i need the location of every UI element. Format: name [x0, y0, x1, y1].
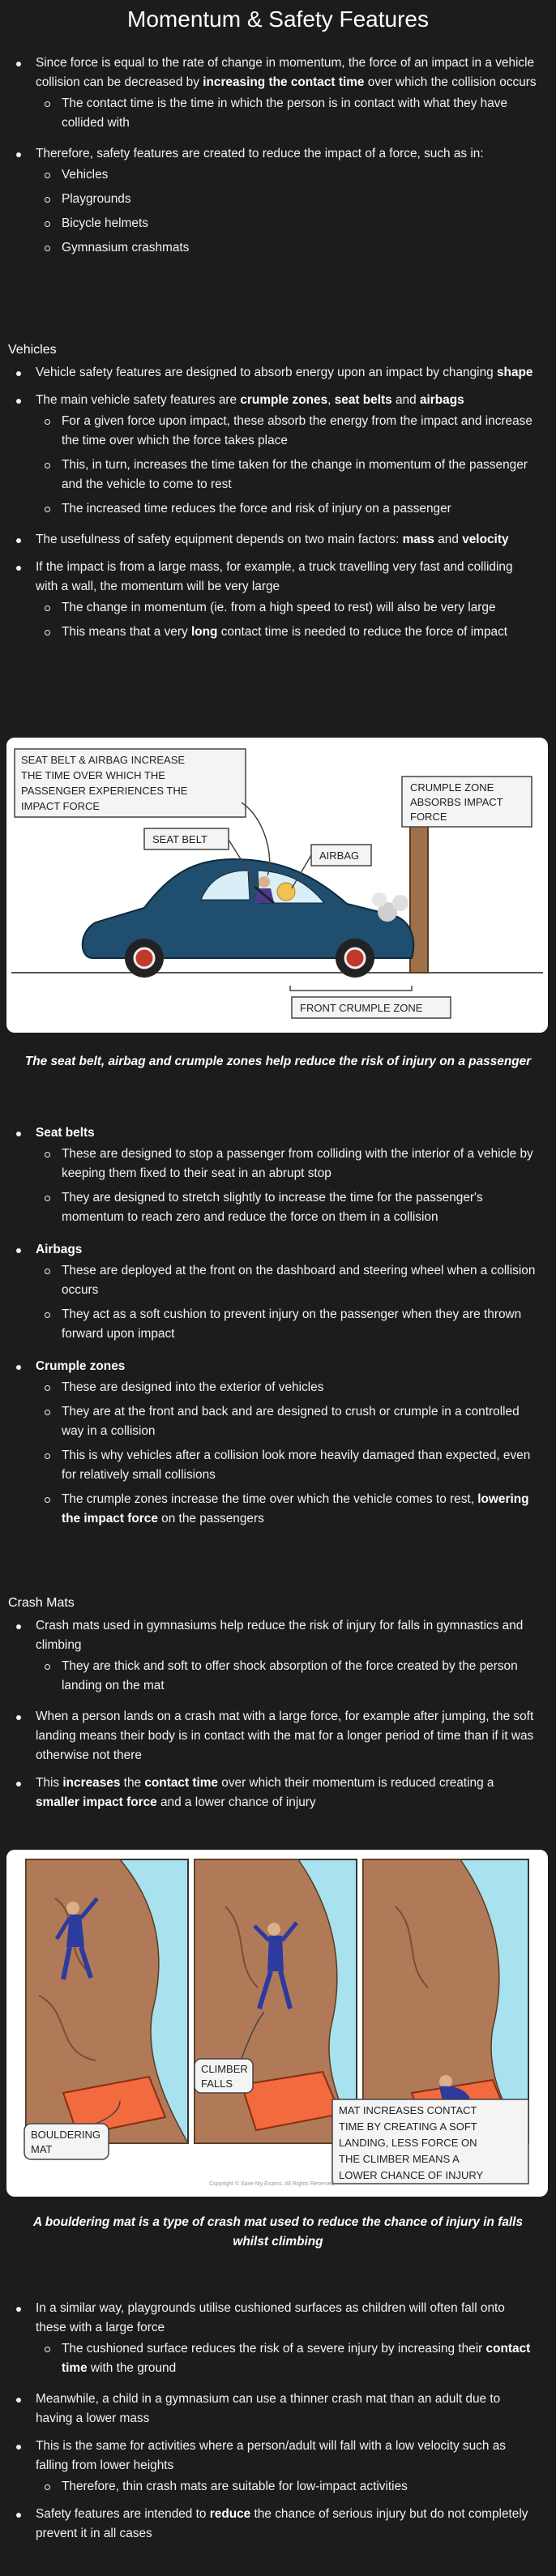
list-item: Meanwhile, a child in a gymnasium can use a thinner crash mat than an adult due to having a lower mass — [0, 2390, 556, 2428]
list-item: These are designed into the exterior of vehicles — [36, 1378, 537, 1397]
label-contact-line: LANDING, LESS FORCE ON — [339, 2137, 477, 2149]
list-item: The contact time is the time in which the person is in contact with what they have collided with — [36, 94, 537, 133]
list-item: This means that a very long contact time is needed to reduce the force of impact — [36, 623, 537, 642]
page-title: Momentum & Safety Features — [127, 6, 429, 32]
list-item: The increased time reduces the force and risk of injury on a passenger — [36, 499, 537, 519]
list-item: These are designed to stop a passenger from colliding with the interior of a vehicle by keeping them fixed to their seat in an abrupt stop — [36, 1145, 537, 1183]
list-item: Vehicles — [36, 165, 537, 185]
list-item: They are designed to stretch slightly to increase the time for the passenger's momentum to reach zero and reduce the force on them in a collision — [36, 1188, 537, 1227]
copyright-text: Copyright © Save My Exams. All Rights Reserved — [209, 2181, 335, 2187]
list-item: Therefore, safety features are created to reduce the impact of a force, such as in: Vehicles Playgrounds Bicycle helmets Gymnasium crashmats — [0, 144, 556, 258]
list-item: For a given force upon impact, these absorb the energy from the impact and increase the time over which the force takes place — [36, 412, 537, 451]
label-airbag: AIRBAG — [319, 849, 360, 862]
list-item: Bicycle helmets — [36, 214, 537, 233]
list-item: They are at the front and back and are designed to crush or crumple in a controlled way in a collision — [36, 1402, 537, 1441]
list-item: Seat belts These are designed to stop a passenger from colliding with the interior of a vehicle by keeping them fixed to their seat in an abrupt stop They are designed to stretch slightly to increase the time for the passenger's momentum to reach zero and reduce the force on them in a collision — [0, 1123, 556, 1227]
list-item: These are deployed at the front on the dashboard and steering wheel when a collision occurs — [36, 1261, 537, 1300]
label-contact-line: LOWER CHANCE OF INJURY — [339, 2169, 484, 2181]
list-item: Crumple zones These are designed into the exterior of vehicles They are at the front and back and are designed to crush or crumple in a controlled way in a collision This is why vehicles after a collision look more heavily damaged than expected, even for relatively small collisions The crumple zones increase the time over which the vehicle comes to rest, lowering the impact force on the passengers — [0, 1357, 556, 1529]
label-contact-line: MAT INCREASES CONTACT — [339, 2104, 477, 2116]
list-item: The change in momentum (ie. from a high speed to rest) will also be very large — [36, 598, 537, 618]
climber-head — [66, 1902, 79, 1915]
climber-body — [267, 1936, 284, 1971]
car-diagram — [6, 738, 548, 1033]
list-item: Since force is equal to the rate of change in momentum, the force of an impact in a vehicle collision can be decreased by increasing the contact time over which the collision occurs The contact time is the time in which the person is in contact with what they have collided with — [0, 53, 556, 133]
climber-head — [267, 1923, 280, 1936]
list-item: Crash mats used in gymnasiums help reduce the risk of injury for falls in gymnastics and climbing They are thick and soft to offer shock absorption of the force created by the person landing on the mat — [0, 1616, 556, 1696]
label-climber-line: FALLS — [201, 2077, 233, 2090]
label-top-line: THE TIME OVER WHICH THE — [21, 769, 165, 781]
label-contact-line: THE CLIMBER MEANS A — [339, 2153, 460, 2165]
car-figure — [6, 738, 548, 1033]
playground-list — [0, 2299, 556, 2552]
list-item: This increases the contact time over which their momentum is reduced creating a smaller impact force and a lower chance of injury — [0, 1774, 556, 1812]
list-item: Therefore, thin crash mats are suitable for low-impact activities — [36, 2477, 537, 2497]
section-heading-vehicles: Vehicles — [8, 343, 57, 357]
label-top-line: SEAT BELT & AIRBAG INCREASE — [21, 754, 186, 766]
mat-diagram — [6, 1850, 548, 2197]
smoke-puff — [372, 892, 387, 907]
list-item: The cushioned surface reduces the risk of a severe injury by increasing their contact time with the ground — [36, 2339, 537, 2378]
list-item: Vehicle safety features are designed to absorb energy upon an impact by changing shape — [0, 363, 556, 383]
section-heading-crashmats: Crash Mats — [8, 1596, 75, 1610]
label-climber-line: CLIMBER — [201, 2063, 248, 2075]
label-crumple-line: CRUMPLE ZONE — [410, 781, 494, 794]
label-front: FRONT CRUMPLE ZONE — [300, 1002, 423, 1014]
car-figure-caption: The seat belt, airbag and crumple zones help reduce the risk of injury on a passenger — [24, 1055, 532, 1068]
label-seatbelt: SEAT BELT — [152, 833, 207, 845]
label-crumple-line: FORCE — [410, 811, 447, 823]
list-item: This is why vehicles after a collision look more heavily damaged than expected, even for relatively small collisions — [36, 1446, 537, 1485]
list-item: In a similar way, playgrounds utilise cushioned surfaces as children will often fall onto these with a large force The cushioned surface reduces the risk of a severe injury by increasing their contact time with the ground — [0, 2299, 556, 2378]
label-top-line: PASSENGER EXPERIENCES THE — [21, 785, 188, 797]
label-crumple-line: ABSORBS IMPACT — [410, 796, 503, 808]
label-mat-line: BOULDERING — [31, 2129, 101, 2141]
crashmats-list — [0, 1616, 556, 1821]
label-top-line: IMPACT FORCE — [21, 800, 101, 812]
smoke-puff — [392, 895, 408, 911]
list-item: Safety features are intended to reduce the chance of serious injury but do not completely prevent it in all cases — [0, 2505, 556, 2544]
list-item: If the impact is from a large mass, for example, a truck travelling very fast and colliding with a wall, the momentum will be very large The change in momentum (ie. from a high speed to rest) will also be very large This means that a very long contact time is needed to reduce the force of impact — [0, 558, 556, 642]
list-item: They are thick and soft to offer shock absorption of the force created by the person landing on the mat — [36, 1657, 537, 1696]
intro-list — [0, 53, 556, 266]
list-item: The main vehicle safety features are crumple zones, seat belts and airbags For a given force upon impact, these absorb the energy from the impact and increase the time over which the force takes place This, in turn, increases the time taken for the change in momentum of the passenger and the vehicle to come to rest The increased time reduces the force and risk of injury on a passenger — [0, 391, 556, 519]
label-mat-line: MAT — [31, 2143, 53, 2155]
bracket-line — [290, 986, 412, 991]
list-item: This, in turn, increases the time taken for the change in momentum of the passenger and the vehicle to come to rest — [36, 456, 537, 494]
climber-head — [439, 2075, 452, 2088]
label-contact-line: TIME BY CREATING A SOFT — [339, 2120, 477, 2133]
list-item: The crumple zones increase the time over which the vehicle comes to rest, lowering the impact force on the passengers — [36, 1490, 537, 1529]
list-item: When a person lands on a crash mat with a large force, for example after jumping, the soft landing means their body is in contact with the mat for a longer period of time than if it was otherwise not there — [0, 1707, 556, 1765]
list-item: The usefulness of safety equipment depends on two main factors: mass and velocity — [0, 530, 556, 550]
airbag-shape — [277, 883, 295, 901]
passenger-head — [259, 876, 270, 888]
vehicles-list — [0, 363, 556, 650]
mat-figure-caption: A bouldering mat is a type of crash mat used to reduce the chance of injury in falls whilst climbing — [32, 2215, 524, 2249]
list-item: Airbags These are deployed at the front on the dashboard and steering wheel when a collision occurs They act as a soft cushion to prevent injury on the passenger when they are thrown forward upon impact — [0, 1240, 556, 1344]
mat-figure — [6, 1850, 548, 2197]
panel-1 — [26, 1859, 188, 2143]
list-item: Playgrounds — [36, 190, 537, 209]
list-item: They act as a soft cushion to prevent injury on the passenger when they are thrown forward upon impact — [36, 1305, 537, 1344]
features-list — [0, 1123, 556, 1537]
list-item: This is the same for activities where a person/adult will fall with a low velocity such as falling from lower heights Therefore, thin crash mats are suitable for low-impact activities — [0, 2437, 556, 2497]
list-item: Gymnasium crashmats — [36, 238, 537, 258]
